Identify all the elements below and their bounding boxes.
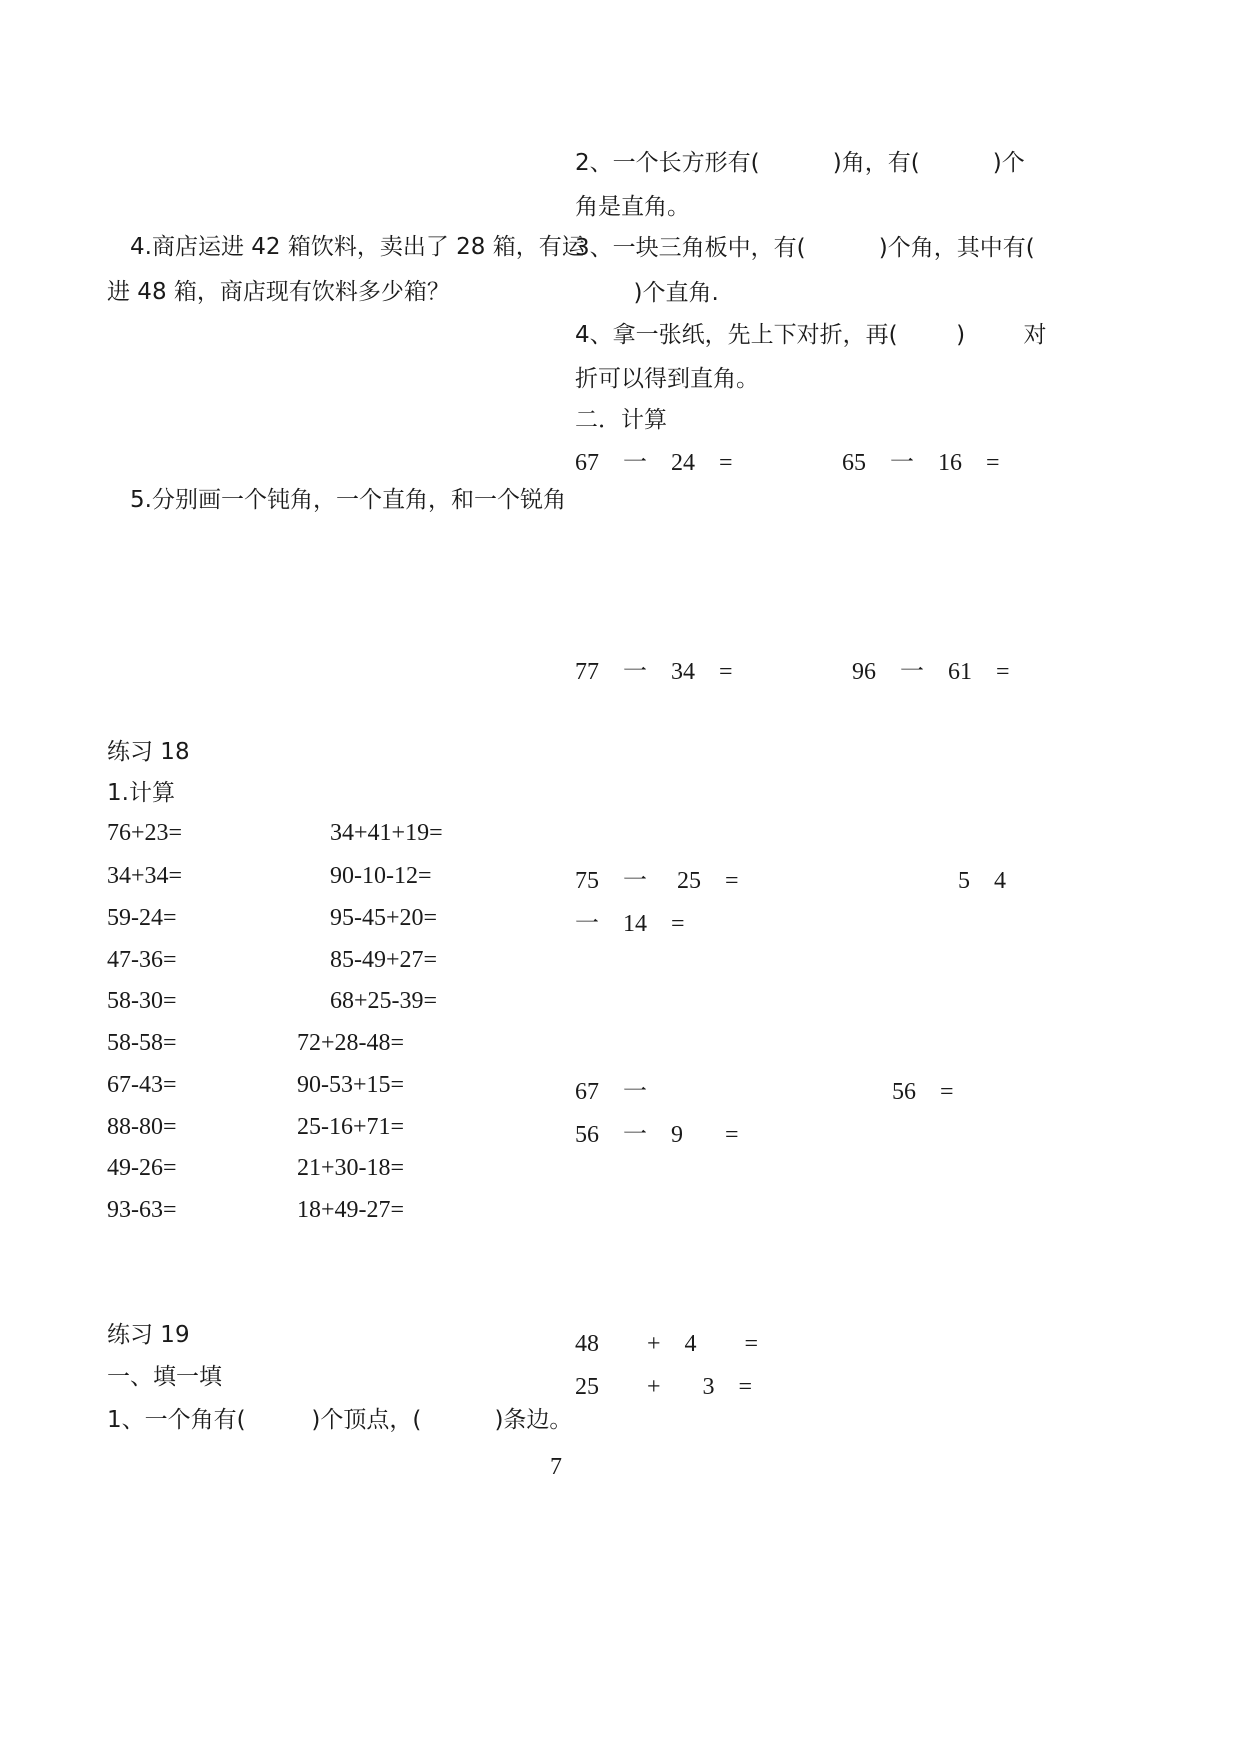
calc-item: 75 一 25 = — [575, 868, 739, 894]
exercise-18-subtitle: 1.计算 — [107, 780, 175, 806]
calc-item: 77 一 34 = — [575, 659, 733, 685]
calc-item: 76+23= — [107, 820, 183, 846]
calc-item: 58-58= — [107, 1030, 177, 1056]
calc-item: 72+28-48= — [297, 1030, 405, 1056]
calc-item: 96 一 61 = — [852, 659, 1010, 685]
calc-item: 21+30-18= — [297, 1155, 405, 1181]
calc-item: 88-80= — [107, 1114, 177, 1140]
calc-item: 56 一 9 = — [575, 1122, 739, 1148]
problem-4-line-2: 进 48 箱，商店现有饮料多少箱？ — [107, 279, 450, 305]
exercise-19-title: 练习 19 — [107, 1322, 190, 1348]
calc-item: 49-26= — [107, 1155, 177, 1181]
calc-item: 48 + 4 = — [575, 1331, 759, 1357]
right-question-4-line-1: 4、拿一张纸，先上下对折，再( ) 对 — [575, 322, 1047, 348]
calc-item: 67 一 — [575, 1079, 647, 1105]
calc-item: 85-49+27= — [330, 947, 438, 973]
problem-4-line-1: 4.商店运进 42 箱饮料，卖出了 28 箱，有运 — [130, 234, 585, 260]
calc-item: 56 = — [892, 1079, 954, 1105]
calc-item: 67-43= — [107, 1072, 177, 1098]
calc-item: 5 4 — [958, 868, 1006, 894]
section-2-title: 二．计算 — [575, 407, 667, 433]
exercise-19-subtitle: 一、填一填 — [107, 1364, 222, 1390]
calc-item: 18+49-27= — [297, 1197, 405, 1223]
calc-item: 47-36= — [107, 947, 177, 973]
right-question-3-line-1: 3、一块三角板中，有( )个角，其中有( — [575, 235, 1035, 261]
calc-item: 34+34= — [107, 863, 183, 889]
calc-item: 25-16+71= — [297, 1114, 405, 1140]
right-question-2-line-2: 角是直角。 — [575, 194, 690, 220]
calc-item: 93-63= — [107, 1197, 177, 1223]
calc-item: 68+25-39= — [330, 988, 438, 1014]
calc-item: 65 一 16 = — [842, 450, 1000, 476]
page-number: 7 — [550, 1454, 562, 1480]
exercise-18-title: 练习 18 — [107, 739, 190, 765]
calc-item: 一 14 = — [575, 911, 685, 937]
calc-item: 90-10-12= — [330, 863, 432, 889]
calc-item: 67 一 24 = — [575, 450, 733, 476]
problem-5: 5.分别画一个钝角，一个直角，和一个锐角 — [130, 487, 566, 513]
calc-item: 90-53+15= — [297, 1072, 405, 1098]
right-question-4-line-2: 折可以得到直角。 — [575, 366, 759, 392]
calc-item: 58-30= — [107, 988, 177, 1014]
calc-item: 34+41+19= — [330, 820, 443, 846]
right-question-2-line-1: 2、一个长方形有( )角，有( )个 — [575, 150, 1025, 176]
exercise-19-question-1: 1、一个角有( )个顶点，( )条边。 — [107, 1407, 573, 1433]
calc-item: 95-45+20= — [330, 905, 438, 931]
right-question-3-line-2: )个直角. — [575, 280, 719, 306]
calc-item: 59-24= — [107, 905, 177, 931]
calc-item: 25 + 3 = — [575, 1374, 753, 1400]
